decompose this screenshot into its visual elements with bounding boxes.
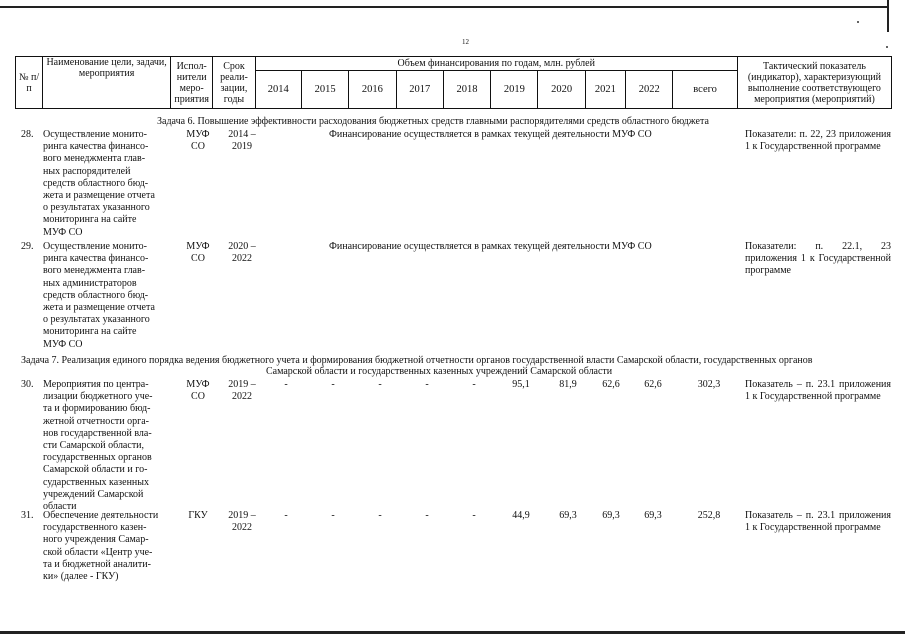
term-line: 2019 – <box>228 379 256 390</box>
row-term <box>222 129 262 153</box>
name-line: ных распорядителей <box>43 165 131 177</box>
value-2022: 69,3 <box>644 510 662 521</box>
row-indicator: Показатели: п. 22, 23 приложения 1 к Государственной программе <box>745 129 891 152</box>
row-indicator: Показатель – п. 23.1 приложения 1 к Государственной программе <box>745 379 891 402</box>
row-executors <box>178 129 218 153</box>
header-year: 2015 <box>301 71 348 109</box>
name-line: о результатах указанного <box>43 314 150 326</box>
executor-line: ГКУ <box>188 510 208 521</box>
header-col-name: Наименование цели, задачи, мероприятия <box>43 57 171 109</box>
row-name <box>43 241 169 351</box>
scan-speck <box>857 21 859 23</box>
header-col-indicator: Тактический показатель (индикатор), характеризующий выполнение соответствующего мероприятия (мероприятий) <box>737 57 891 109</box>
term-line: 2014 – <box>228 129 256 140</box>
name-line: о результатах указанного <box>43 202 150 214</box>
row-executors <box>178 241 218 265</box>
row-executors <box>178 379 218 403</box>
name-line: ных администраторов <box>43 277 137 289</box>
row-indicator: Показатель – п. 23.1 приложения 1 к Государственной программе <box>745 510 891 533</box>
row-name <box>43 129 169 239</box>
value-2014: - <box>284 510 288 521</box>
header-year: 2016 <box>349 71 396 109</box>
scan-border-bottom <box>0 631 905 634</box>
row-name <box>43 379 169 513</box>
name-line: государственных органов <box>43 452 152 464</box>
row-number: 29. <box>21 241 34 252</box>
executor-line: МУФ <box>186 241 210 252</box>
value-2014: - <box>284 379 288 390</box>
term-line: 2022 <box>232 391 252 402</box>
header-year: 2020 <box>538 71 585 109</box>
name-line: мониторинга на сайте <box>43 326 137 338</box>
value-2021: 69,3 <box>602 510 620 521</box>
executor-line: МУФ <box>186 129 210 140</box>
name-line: та и формированию бюд- <box>43 403 151 415</box>
term-line: 2022 <box>232 253 252 264</box>
name-line: средств областного бюд- <box>43 289 149 301</box>
header-col-term: Срок реали-зации, годы <box>213 57 255 109</box>
executor-line: МУФ <box>186 379 210 390</box>
header-col-funding: Объем финансирования по годам, млн. рублей <box>255 57 737 71</box>
header-year: 2017 <box>396 71 443 109</box>
header-col-executors: Испол-нители меро-приятия <box>171 57 213 109</box>
value-2018: - <box>472 510 476 521</box>
value-2017: - <box>425 510 429 521</box>
name-line: ской области «Центр уче- <box>43 546 153 558</box>
value-2017: - <box>425 379 429 390</box>
row-number: 28. <box>21 129 34 140</box>
row-term <box>222 241 262 265</box>
header-year: 2019 <box>491 71 538 109</box>
name-line: мониторинга на сайте <box>43 214 137 226</box>
name-line: МУФ СО <box>43 338 83 350</box>
executor-line: СО <box>191 391 205 402</box>
scan-border-top <box>0 6 888 8</box>
name-line: вого менеджмента глав- <box>43 265 146 277</box>
name-line: сти Самарской области, <box>43 440 145 452</box>
name-line: Обеспечение деятельности <box>43 510 159 521</box>
row-name <box>43 510 169 583</box>
name-line: та и бюджетной аналити- <box>43 558 151 570</box>
header-year: 2014 <box>255 71 301 109</box>
value-2015: - <box>331 510 335 521</box>
name-line: жета и размещение отчета <box>43 302 155 314</box>
executor-line: СО <box>191 141 205 152</box>
scan-speck <box>886 46 888 48</box>
name-line: ринга качества финансо- <box>43 253 149 265</box>
row-term <box>222 510 262 534</box>
header-year: 2018 <box>443 71 490 109</box>
name-line: Осуществление монито- <box>43 241 147 252</box>
value-total: 252,8 <box>697 510 721 521</box>
scan-border-right <box>887 0 889 32</box>
row-number: 31. <box>21 510 34 521</box>
name-line: средств областного бюд- <box>43 177 149 189</box>
name-line: ки» (далее - ГКУ) <box>43 571 119 583</box>
value-2020: 69,3 <box>559 510 577 521</box>
value-2022: 62,6 <box>644 379 662 390</box>
name-line: Самарской области и го- <box>43 464 148 476</box>
value-2015: - <box>331 379 335 390</box>
name-line: области <box>43 501 77 513</box>
task-7-heading-line-1: Задача 7. Реализация единого порядка ведения бюджетного учета и формирования бюджетной отчетности органов государственной власти Самарской области, государственных органов <box>21 355 813 366</box>
term-line: 2019 – <box>228 510 256 521</box>
value-2016: - <box>378 379 382 390</box>
task-6-heading: Задача 6. Повышение эффективности расходования бюджетных средств главными распорядителями средств областного бюджета <box>157 116 709 127</box>
name-line: вого менеджмента глав- <box>43 153 146 165</box>
term-line: 2019 <box>232 141 252 152</box>
task-7-heading-line-2: Самарской области и государственных казенных учреждений Самарской области <box>266 366 613 377</box>
value-2019: 44,9 <box>512 510 530 521</box>
name-line: учреждений Самарской <box>43 488 144 500</box>
row-executors <box>178 510 218 522</box>
name-line: жетной отчетности орга- <box>43 415 149 427</box>
row-number: 30. <box>21 379 34 390</box>
row-financing-note: Финансирование осуществляется в рамках текущей деятельности МУФ СО <box>329 129 652 140</box>
value-2018: - <box>472 379 476 390</box>
term-line: 2020 – <box>228 241 256 252</box>
value-2020: 81,9 <box>559 379 577 390</box>
name-line: Осуществление монито- <box>43 129 147 140</box>
name-line: нов государственной вла- <box>43 427 152 439</box>
name-line: государственного казен- <box>43 522 147 534</box>
value-2016: - <box>378 510 382 521</box>
name-line: сударственных казенных <box>43 476 149 488</box>
name-line: МУФ СО <box>43 226 83 238</box>
name-line: Мероприятия по центра- <box>43 379 149 390</box>
value-2019: 95,1 <box>512 379 530 390</box>
executor-line: СО <box>191 253 205 264</box>
row-indicator: Показатели: п. 22.1, 23 приложения 1 к Государственной программе <box>745 241 891 276</box>
term-line: 2022 <box>232 522 252 533</box>
row-term <box>222 379 262 403</box>
header-col-num: № п/п <box>16 57 43 109</box>
name-line: ринга качества финансо- <box>43 141 149 153</box>
page-number: 12 <box>462 38 469 46</box>
name-line: ного учреждения Самар- <box>43 534 149 546</box>
header-year: 2022 <box>626 71 673 109</box>
value-total: 302,3 <box>697 379 721 390</box>
header-year: 2021 <box>585 71 625 109</box>
row-financing-note: Финансирование осуществляется в рамках текущей деятельности МУФ СО <box>329 241 652 252</box>
table-header <box>15 56 892 109</box>
name-line: жета и размещение отчета <box>43 190 155 202</box>
header-total: всего <box>673 71 738 109</box>
value-2021: 62,6 <box>602 379 620 390</box>
name-line: лизации бюджетного уче- <box>43 391 153 403</box>
